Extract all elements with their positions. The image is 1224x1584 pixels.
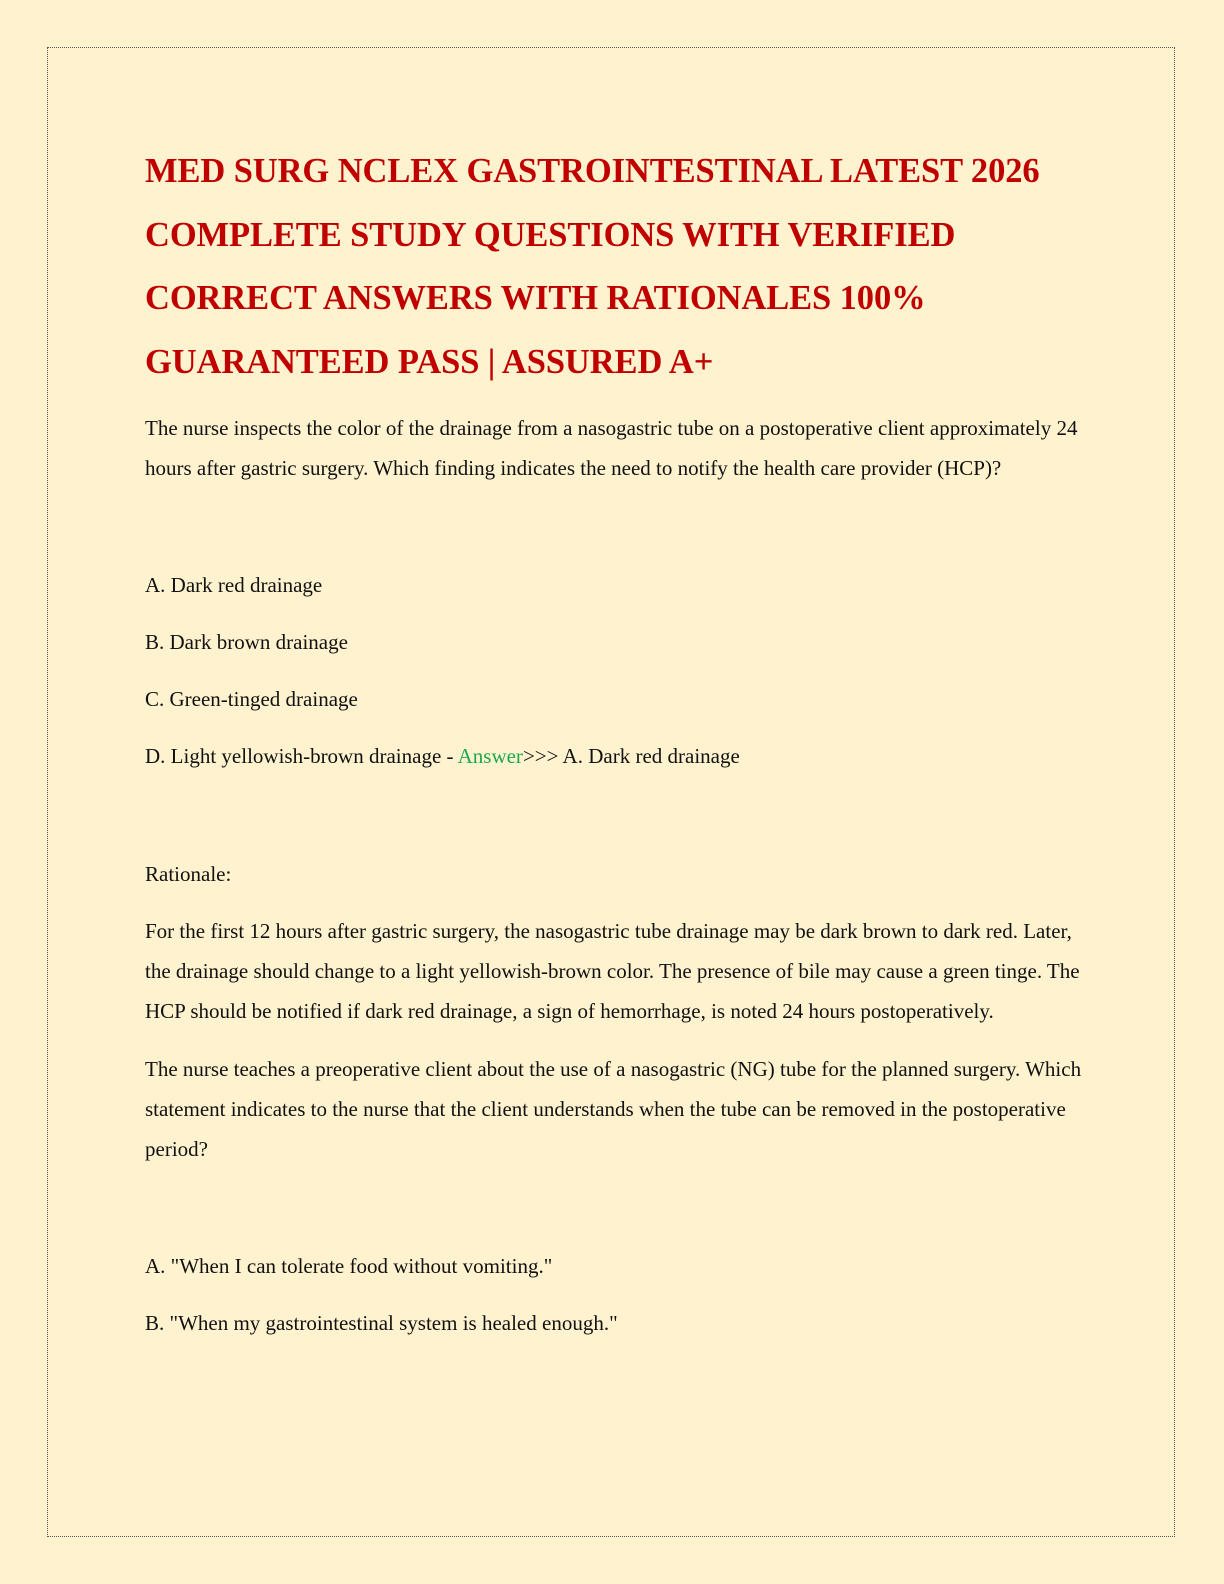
document-body [145,140,1085,1343]
q1-option-d [145,736,1085,776]
rationale-label: Rationale: [145,862,232,886]
q2-option-b: B. "When my gastrointestinal system is healed enough." [145,1311,618,1335]
q1-option-d-text: D. Light yellowish-brown drainage - [145,744,458,768]
document-title: MED SURG NCLEX GASTROINTESTINAL LATEST 2026 COMPLETE STUDY QUESTIONS WITH VERIFIED CORRECT ANSWERS WITH RATIONALES 100% GUARANTEED PASS | ASSURED A+ [145,152,1040,381]
q2-question: The nurse teaches a preoperative client about the use of a nasogastric (NG) tube for the planned surgery. Which statement indicates to the nurse that the client understands when the tube can be removed in the postoperative period? [145,1057,1082,1161]
answer-label: Answer [457,744,523,768]
q1-option-b: B. Dark brown drainage [145,630,348,654]
q1-option-c: C. Green-tinged drainage [145,687,358,711]
q1-option-a: A. Dark red drainage [145,573,323,597]
q1-rationale: For the first 12 hours after gastric surgery, the nasogastric tube drainage may be dark brown to dark red. Later, the drainage should change to a light yellowish-brown color. The presence of bile may cause a green tinge. The HCP should be notified if dark red drainage, a sign of hemorrhage, is noted 24 hours postoperatively. [145,919,1080,1023]
q2-option-a: A. "When I can tolerate food without vomiting." [145,1254,553,1278]
q1-answer-text: >>> A. Dark red drainage [522,744,740,768]
q1-question: The nurse inspects the color of the drainage from a nasogastric tube on a postoperative client approximately 24 hours after gastric surgery. Which finding indicates the need to notify the health care provider (HCP)? [145,416,1078,480]
